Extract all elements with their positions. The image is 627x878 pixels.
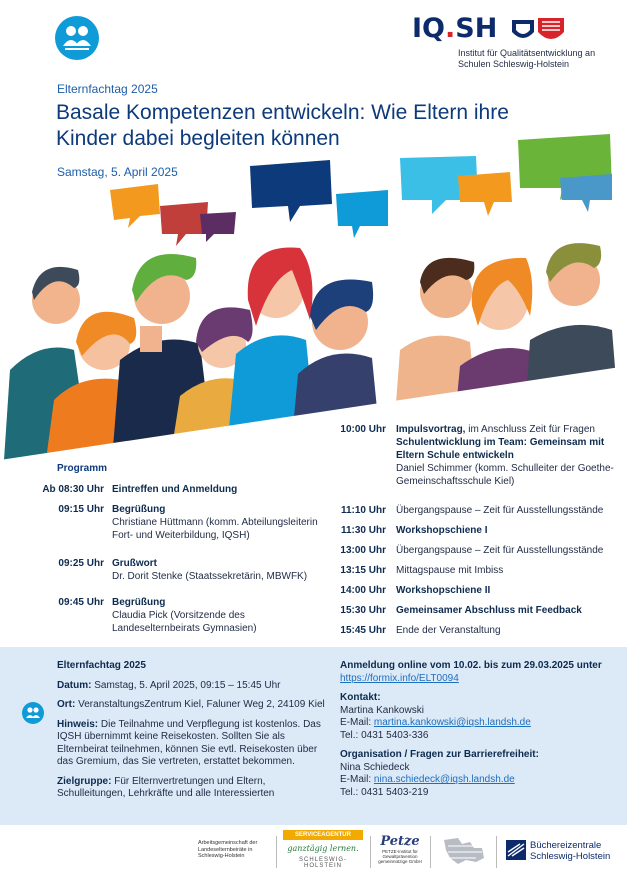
speech-bubble-purple [200,212,236,242]
info-right-column [340,660,615,806]
speech-bubble-cyan [336,190,388,238]
speech-bubble-blue [560,174,612,212]
petze-word: Petze [380,834,420,849]
event-date: Samstag, 5. April 2025 [57,165,178,179]
organisation-email-label: E-Mail: [340,774,374,785]
iqsh-word-dot: . [445,13,456,44]
registration-text: Anmeldung online vom 10.02. bis zum 29.03.2025 unter [340,660,602,671]
elternbeirat-logo [55,16,99,60]
iqsh-logo [412,14,602,70]
divider [496,836,497,868]
divider [276,836,277,868]
program-title: Grußwort [112,558,157,569]
program-time: Ab 08:30 Uhr [42,484,104,495]
serviceagentur-logo [283,830,363,874]
hinweis-value: Die Teilnahme und Verpflegung ist kostenlos. Das IQSH übernimmt keine Reisekosten. Sollten Sie als Elternbeirat teilnehmen, können Sie evtl. Reisekosten über das Gremium, das Sie vertreten, erstattet bekommen. [57,718,321,767]
partner-logos [0,826,627,878]
coat-of-arms-icon [512,14,602,46]
zielgruppe-label: Zielgruppe: [57,775,112,787]
program-desc: Claudia Pick (Vorsitzende des Landeselternbeirats Gymnasien) [112,610,257,634]
program-subtitle: Schulentwicklung im Team: Gemeinsam mit Eltern Schule entwickeln [396,437,605,461]
speech-bubble-orange-2 [458,172,512,216]
buechereizentrale-logo [506,840,616,865]
landeselternbeirat-map-logo [440,836,488,868]
organisation-phone: Tel.: 0431 5403-219 [340,786,429,798]
buechereizentrale-name: Büchereizentrale Schleswig-Holstein [530,840,611,862]
program-time: 09:45 Uhr [58,597,104,608]
ort-label: Ort: [57,699,76,710]
petze-logo [378,834,422,864]
program-time: 11:30 Uhr [340,525,386,536]
program-text: Ende der Veranstaltung [396,625,501,636]
program-time: 09:15 Uhr [58,504,104,515]
program-time: 13:00 Uhr [340,545,386,556]
program-label: Programm [57,463,108,474]
program-time: 10:00 Uhr [340,424,386,435]
speech-bubble-red [160,202,208,246]
program-title-rest: im Anschluss Zeit für Fragen [465,424,595,435]
program-text: Workshopschiene II [396,585,491,596]
zielgruppe-value: Für Elternvertretungen und Eltern, Schulleitungen, Lehrkräfte und alle Interessierten [57,775,275,799]
contact-email-link[interactable]: martina.kankowski@iqsh.landsh.de [373,717,531,728]
people-speech-bubbles-illustration [0,130,627,460]
arbeitsgemeinschaft-logo: Arbeitsgemeinschaft der Landeselternbeiräte in Schleswig-Holstein [198,840,258,859]
buechereizentrale-icon [506,840,526,860]
program-time: 13:15 Uhr [340,565,386,576]
divider [370,836,371,868]
speech-bubble-orange [110,184,160,228]
program-title: Begrüßung [112,597,166,608]
ganztaegig-text: ganztägig lernen. [287,844,359,853]
event-title: Basale Kompetenzen entwickeln: Wie Eltern ihre Kinder dabei begleiten können [56,101,509,150]
organisation-name: Nina Schiedeck [340,761,410,773]
sh-text: SCHLESWIG-HOLSTEIN [298,857,347,869]
program-text: Gemeinsamer Abschluss mit Feedback [396,605,582,616]
program-text: Übergangspause – Zeit für Ausstellungsstände [396,505,604,516]
serviceagentur-bar: SERVICEAGENTUR [283,830,363,840]
program-time: 15:45 Uhr [340,625,386,636]
program-desc: Daniel Schimmer (komm. Schulleiter der Goethe-Gemeinschaftsschule Kiel) [396,463,614,487]
family-icon [22,702,44,724]
event-eyebrow: Elternfachtag 2025 [57,82,158,96]
contact-email-label: E-Mail: [340,717,374,728]
datum-value: Samstag, 5. April 2025, 09:15 – 15:45 Uhr [91,679,281,691]
datum-label: Datum: [57,679,92,691]
speech-bubble-navy [250,160,332,222]
family-icon [55,16,99,60]
program-time: 15:30 Uhr [340,605,386,616]
petze-sub: PETZE-Institut für Gewaltprävention gemeinnützige GmbH [378,849,422,864]
family-icon-small [22,702,44,724]
sh-map-icon [440,836,488,868]
iqsh-word-a: IQ [412,13,445,44]
program-title: Eintreffen und Anmeldung [112,484,238,495]
ort-value: VeranstaltungsZentrum Kiel, Faluner Weg 2, 24109 Kiel [75,699,325,710]
info-left-column [57,660,327,808]
hinweis-label: Hinweis: [57,718,99,730]
program-time: 14:00 Uhr [340,585,386,596]
program-text: Mittagspause mit Imbiss [396,565,504,576]
contact-name: Martina Kankowski [340,704,424,716]
program-desc: Dr. Dorit Stenke (Staatssekretärin, MBWFK) [112,571,308,582]
contact-phone: Tel.: 0431 5403-336 [340,729,429,741]
divider [430,836,431,868]
iqsh-subtitle: Institut für Qualitätsentwicklung an Schulen Schleswig-Holstein [458,48,596,69]
program-text: Übergangspause – Zeit für Ausstellungsstände [396,545,604,556]
program-text: Workshopschiene I [396,525,488,536]
program-title: Impulsvortrag, [396,424,466,435]
contact-label: Kontakt: [340,692,381,703]
program-time: 09:25 Uhr [58,558,104,569]
program-desc: Christiane Hüttmann (komm. Abteilungsleiterin Fort- und Weiterbildung, IQSH) [112,517,318,541]
program-time: 11:10 Uhr [340,505,386,516]
organisation-email-link[interactable]: nina.schiedeck@iqsh.landsh.de [373,774,515,785]
iqsh-word-b: SH [455,13,498,44]
registration-link[interactable]: https://formix.info/ELT0094 [340,672,459,684]
organisation-label: Organisation / Fragen zur Barrierefreiheit: [340,749,539,760]
program-title: Begrüßung [112,504,166,515]
info-heading: Elternfachtag 2025 [57,660,146,671]
